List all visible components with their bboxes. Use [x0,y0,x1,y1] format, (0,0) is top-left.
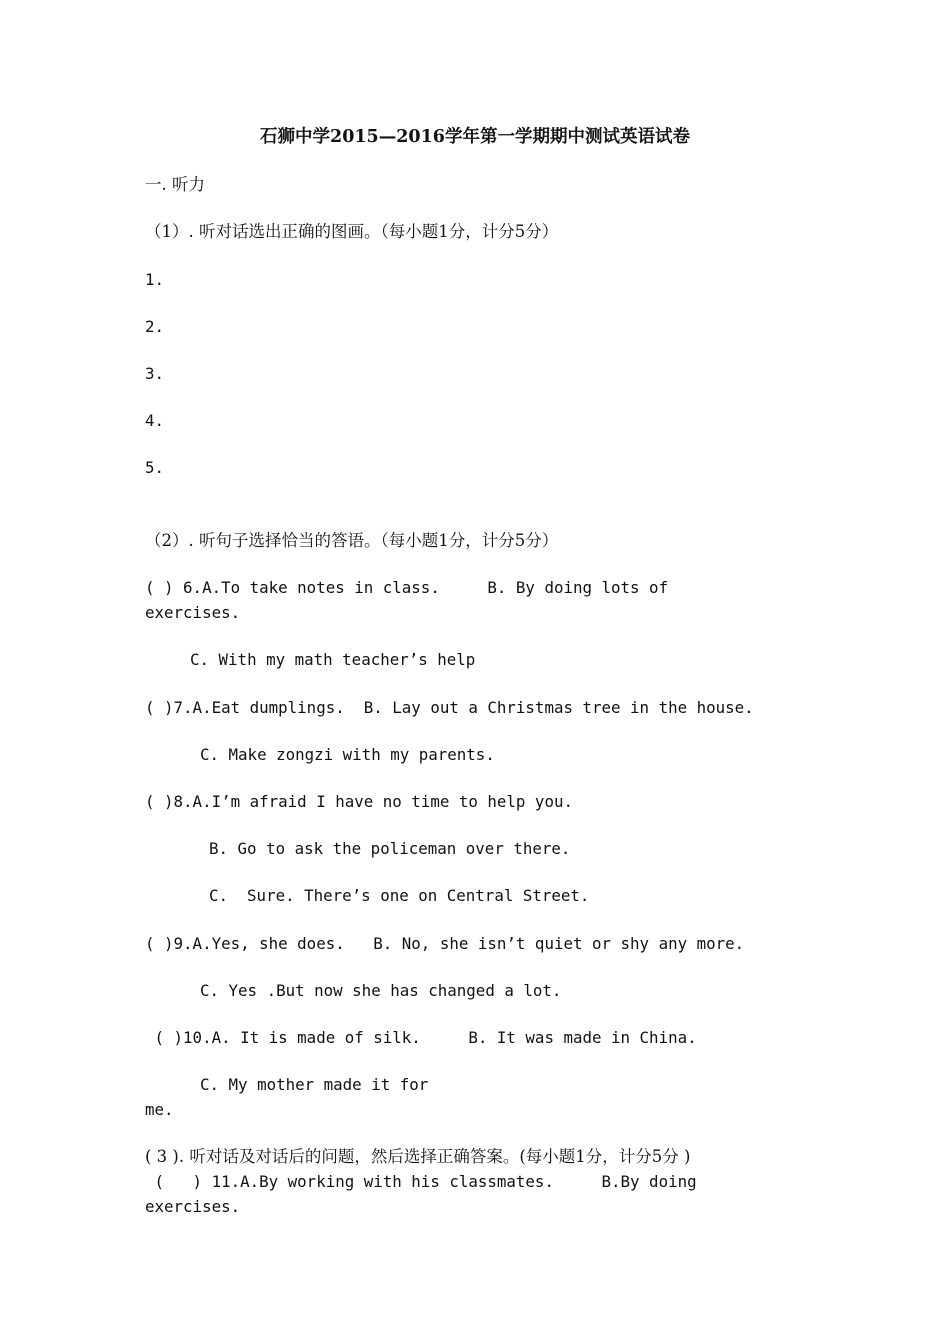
question-8-line1: ( )8.A.I’m afraid I have no time to help you. [145,792,573,811]
question-6-option-c: C. With my math teacher’s help [190,650,476,669]
question-11-line1: ( ) 11.A.By working with his classmates. B.By doing [145,1172,697,1191]
question-11-line2: exercises. [145,1197,241,1216]
part1-heading: （1）. 听对话选出正确的图画。（每小题1分，计分5分） [145,222,559,241]
question-6-line2: exercises. [145,603,241,622]
part2-heading: （2）. 听句子选择恰当的答语。（每小题1分，计分5分） [145,531,559,550]
question-7-option-c: C. Make zongzi with my parents. [200,745,495,764]
question-9-line1: ( )9.A.Yes, she does. B. No, she isn’t quiet or shy any more. [145,934,745,953]
question-10-option-c: C. My mother made it for [200,1075,429,1094]
question-8-option-b: B. Go to ask the policeman over there. [209,839,571,858]
part1-item-1: 1. [145,270,165,289]
part1-item-4: 4. [145,411,165,430]
question-8-option-c: C. Sure. There’s one on Central Street. [209,886,590,905]
page-title: 石狮中学2015—2016学年第一学期期中测试英语试卷 [260,127,690,147]
question-10-line2: me. [145,1100,174,1119]
question-7-line1: ( )7.A.Eat dumplings. B. Lay out a Christmas tree in the house. [145,698,754,717]
part1-item-3: 3. [145,364,165,383]
part1-item-5: 5. [145,458,165,477]
question-9-option-c: C. Yes .But now she has changed a lot. [200,981,562,1000]
part3-heading: ( 3 ). 听对话及对话后的问题，然后选择正确答案。(每小题1分，计分5分 ) [145,1147,691,1166]
question-10-line1: ( )10.A. It is made of silk. B. It was made in China. [145,1028,697,1047]
section-heading-listening: 一. 听力 [145,175,205,194]
part1-item-2: 2. [145,317,165,336]
question-6-line1: ( ) 6.A.To take notes in class. B. By doing lots of [145,578,669,597]
